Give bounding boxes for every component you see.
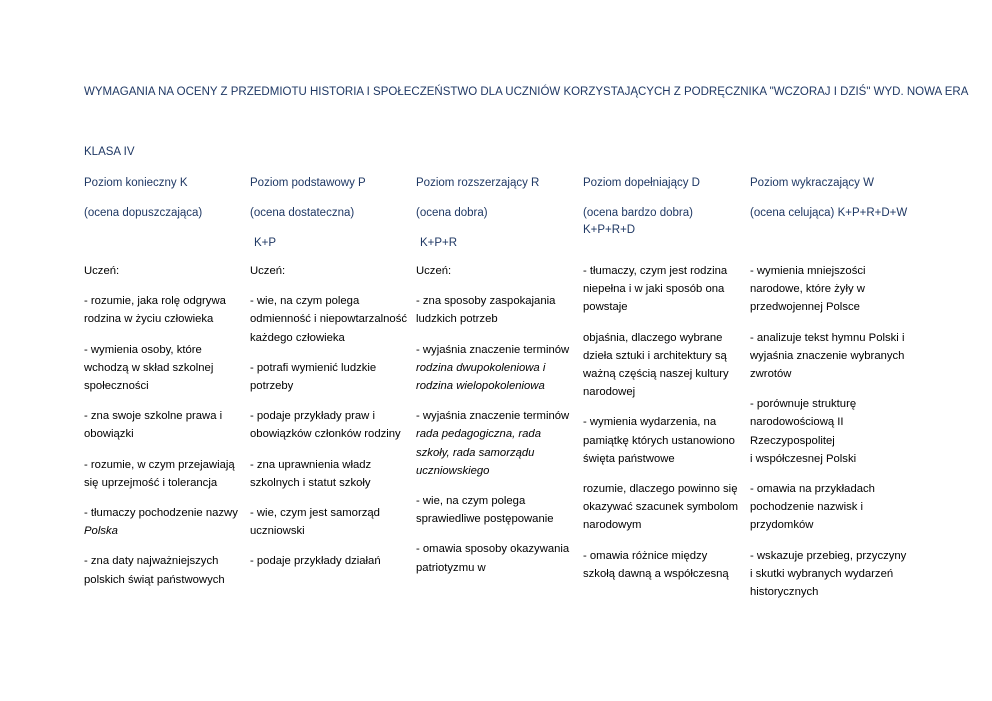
list-item: Uczeń: bbox=[250, 265, 286, 277]
grade-formula: K+P+R+D bbox=[583, 224, 636, 236]
requirements-list bbox=[84, 262, 242, 601]
list-item: - zna daty najważniejszych polskich świąt państwowych bbox=[84, 555, 225, 586]
list-item-italic: rodzina dwupokoleniowa i rodzina wielopokoleniowa bbox=[416, 361, 546, 393]
grade-formula: K+P bbox=[254, 237, 277, 249]
list-item: - wymienia mniejszości narodowe, które żyły w przedwojennej Polsce bbox=[750, 265, 866, 314]
list-item: - wie, na czym polega odmienność i niepowtarzalność każdego człowieka bbox=[250, 295, 407, 344]
list-item: - omawia sposoby okazywania patriotyzmu w bbox=[416, 543, 570, 574]
list-item: - wymienia wydarzenia, na pamiątkę których ustanowiono święta państwowe bbox=[583, 416, 735, 465]
list-item bbox=[416, 407, 574, 480]
list-item: - analizuje tekst hymnu Polski i wyjaśnia znaczenie wybranych zwrotów bbox=[750, 331, 905, 381]
list-item-text: - tłumaczy pochodzenie nazwy bbox=[84, 507, 238, 520]
list-item: - zna sposoby zaspokajania ludzkich potrzeb bbox=[416, 295, 556, 326]
list-item: - potrafi wymienić ludzkie potrzeby bbox=[250, 361, 377, 393]
grade-formula: K+P+R bbox=[420, 237, 458, 249]
list-item: - zna uprawnienia władz szkolnych i statut szkoły bbox=[250, 458, 372, 489]
document-title: WYMAGANIA NA OCENY Z PRZEDMIOTU HISTORIA I SPOŁECZEŃSTWO DLA UCZNIÓW KORZYSTAJĄCYCH Z PODRĘCZNIKA "WCZORAJ I DZIŚ" WYD. NOWA ERA bbox=[84, 86, 969, 98]
list-item-italic: rada pedagogiczna, rada szkoły, rada samorządu uczniowskiego bbox=[416, 428, 541, 477]
list-item bbox=[416, 341, 574, 396]
grade-label: (ocena dostateczna) bbox=[250, 207, 355, 219]
list-item: objaśnia, dlaczego wybrane dzieła sztuki i architektury są ważną częścią naszej kultury narodowej bbox=[583, 331, 729, 399]
list-item: - tłumaczy, czym jest rodzina niepełna i w jaki sposób ona powstaje bbox=[583, 265, 728, 314]
list-item bbox=[84, 504, 242, 540]
class-heading: KLASA IV bbox=[84, 146, 135, 158]
level-label: Poziom dopełniający D bbox=[583, 177, 700, 189]
list-item: - zna swoje szkolne prawa i obowiązki bbox=[84, 410, 223, 441]
grade-label: (ocena dopuszczająca) bbox=[84, 207, 203, 219]
level-label: Poziom rozszerzający R bbox=[416, 177, 540, 189]
list-item: - rozumie, w czym przejawiają się uprzejmość i tolerancja bbox=[84, 458, 235, 489]
list-item: rozumie, dlaczego powinno się okazywać szacunek symbolom narodowym bbox=[583, 483, 739, 532]
level-label: Poziom konieczny K bbox=[84, 177, 188, 189]
list-item: - porównuje strukturę narodowościową II Rzeczypospolitej bbox=[750, 398, 857, 447]
grade-label: (ocena celująca) K+P+R+D+W bbox=[750, 207, 908, 219]
list-item: - rozumie, jaka rolę odgrywa rodzina w życiu człowieka bbox=[84, 295, 226, 326]
list-item-italic: Polska bbox=[84, 525, 118, 538]
list-item: Uczeń: bbox=[84, 265, 120, 277]
list-item: - wskazuje przebieg, przyczyny i skutki wybranych wydarzeń historycznych bbox=[750, 549, 907, 599]
requirements-list bbox=[583, 262, 741, 595]
list-item: - omawia różnice między szkołą dawną a współczesną bbox=[583, 549, 729, 580]
list-item: Uczeń: bbox=[416, 265, 452, 277]
requirements-list bbox=[250, 262, 408, 583]
list-item: i współczesnej Polski bbox=[750, 452, 857, 465]
list-item: - podaje przykłady działań bbox=[250, 555, 381, 568]
grade-label: (ocena dobra) bbox=[416, 207, 488, 219]
list-item-text: - wyjaśnia znaczenie terminów bbox=[416, 343, 570, 356]
list-item: - wymienia osoby, które wchodzą w skład szkolnej społeczności bbox=[84, 343, 214, 393]
level-label: Poziom wykraczający W bbox=[750, 177, 874, 189]
level-label: Poziom podstawowy P bbox=[250, 177, 366, 189]
requirements-list bbox=[750, 262, 908, 613]
list-item: - wie, czym jest samorząd uczniowski bbox=[250, 507, 380, 538]
list-item: - wie, na czym polega sprawiedliwe postępowanie bbox=[416, 495, 554, 526]
requirements-list bbox=[416, 262, 574, 589]
grade-label: (ocena bardzo dobra) bbox=[583, 207, 693, 219]
list-item: - podaje przykłady praw i obowiązków członków rodziny bbox=[250, 410, 401, 441]
list-item-text: - wyjaśnia znaczenie terminów bbox=[416, 410, 570, 423]
list-item: - omawia na przykładach pochodzenie nazwisk i przydomków bbox=[750, 483, 875, 532]
